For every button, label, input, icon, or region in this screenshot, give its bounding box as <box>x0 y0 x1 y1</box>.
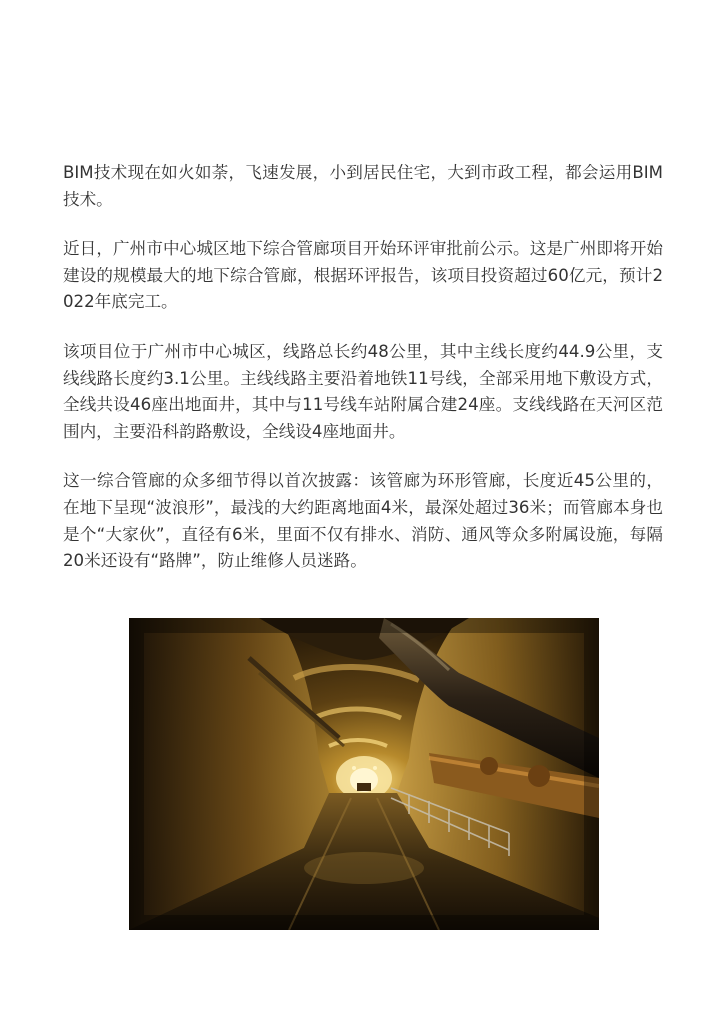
paragraph-tunnel-details: 这一综合管廊的众多细节得以首次披露：该管廊为环形管廊，长度近45公里的，在地下呈现“波浪形”，最浅的大约距离地面4米，最深处超过36米；而管廊本身也是个“大家伙”，直径有6米，里面不仅有排水、消防、通风等众多附属设施，每隔20米还设有“路牌”，防止维修人员迷路。 <box>63 471 663 571</box>
article-body <box>63 160 663 598</box>
tunnel-photo <box>129 618 599 930</box>
tunnel-illustration <box>129 618 599 930</box>
paragraph-project-announcement: 近日，广州市中心城区地下综合管廊项目开始环评审批前公示。这是广州即将开始建设的规模最大的地下综合管廊，根据环评报告，该项目投资超过60亿元，预计2022年底完工。 <box>63 239 663 312</box>
paragraph-project-details: 该项目位于广州市中心城区，线路总长约48公里，其中主线长度约44.9公里，支线线路长度约3.1公里。主线线路主要沿着地铁11号线，全部采用地下敷设方式，全线共设46座出地面井，其中与11号线车站附属合建24座。支线线路在天河区范围内，主要沿科韵路敷设，全线设4座地面井。 <box>63 341 663 441</box>
paragraph-bim-intro: BIM技术现在如火如荼，飞速发展，小到居民住宅，大到市政工程，都会运用BIM技术。 <box>63 163 663 209</box>
